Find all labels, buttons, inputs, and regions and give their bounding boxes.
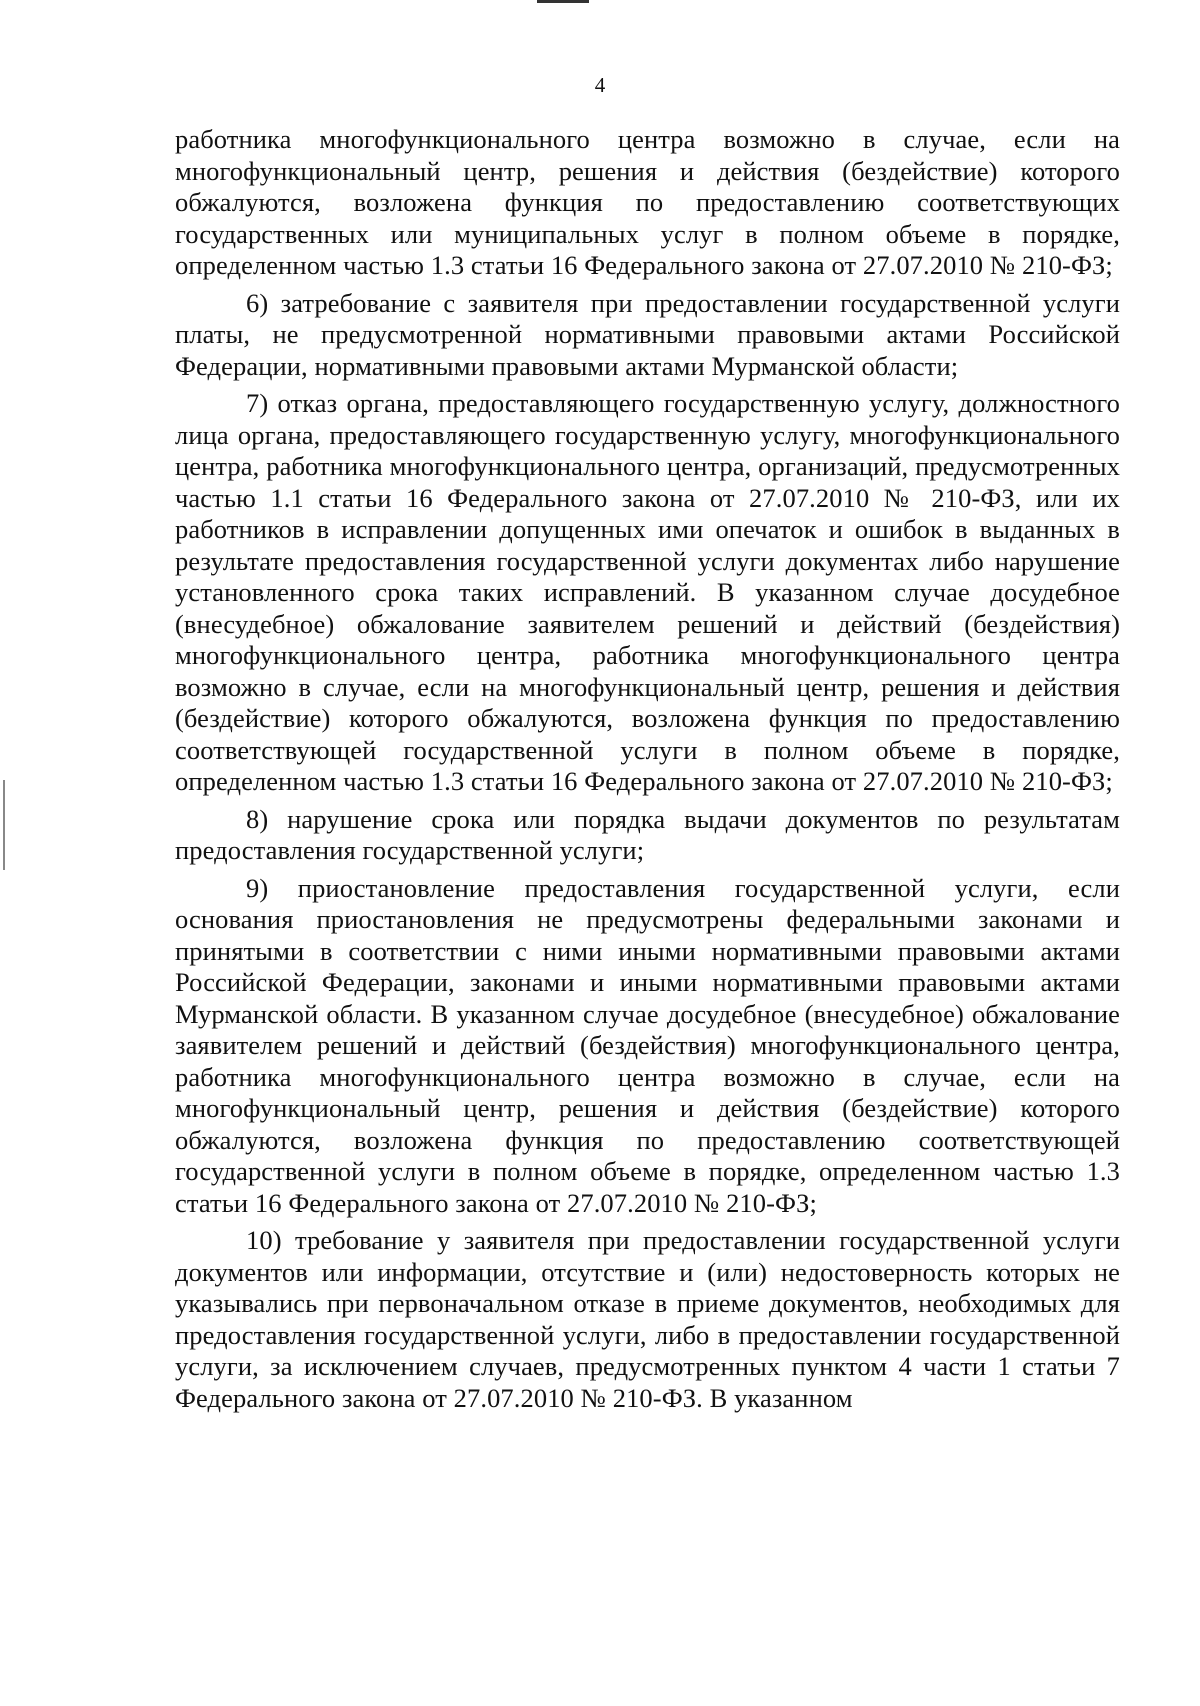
paragraph-item-7: 7) отказ органа, предоставляющего государственную услугу, должностного лица органа, предоставляющего государственную услугу, многофункционального центра, работника многофункционального центра, организаций, предусмотренных частью 1.1 статьи 16 Федерального закона от 27.07.2010 № 210-ФЗ, или их работников в исправлении допущенных ими опечаток и ошибок в выданных в результате предоставления государственной услуги документах либо нарушение установленного срока таких исправлений. В указанном случае досудебное (внесудебное) обжалование заявителем решений и действий (бездействия) многофункционального центра, работника многофункционального центра возможно в случае, если на многофункциональный центр, решения и действия (бездействие) которого обжалуются, возложена функция по предоставлению соответствующей государственной услуги в полном объеме в порядке, определенном частью 1.3 статьи 16 Федерального закона от 27.07.2010 № 210-ФЗ;	[175, 388, 1120, 796]
page-number: 4	[594, 73, 606, 97]
paragraph-item-8: 8) нарушение срока или порядка выдачи документов по результатам предоставления государственной услуги;	[175, 803, 1120, 865]
paragraph-item-9: 9) приостановление предоставления государственной услуги, если основания приостановления не предусмотрены федеральными законами и принятыми в соответствии с ними иными нормативными правовыми актами Российской Федерации, законами и иными нормативными правовыми актами Мурманской области. В указанном случае досудебное (внесудебное) обжалование заявителем решений и действий (бездействия) многофункционального центра, работника многофункционального центра возможно в случае, если на многофункциональный центр, решения и действия (бездействие) которого обжалуются, возложена функция по предоставлению соответствующей государственной услуги в полном объеме в порядке, определенном частью 1.3 статьи 16 Федерального закона от 27.07.2010 № 210-ФЗ;	[175, 872, 1120, 1218]
document-body	[175, 124, 1120, 1420]
scan-edge-mark	[3, 780, 5, 870]
paragraph-continuation: работника многофункционального центра возможно в случае, если на многофункциональный центр, решения и действия (бездействие) которого обжалуются, возложена функция по предоставлению соответствующих государственных или муниципальных услуг в полном объеме в порядке, определенном частью 1.3 статьи 16 Федерального закона от 27.07.2010 № 210-ФЗ;	[175, 124, 1120, 280]
paragraph-item-6: 6) затребование с заявителя при предоставлении государственной услуги платы, не предусмотренной нормативными правовыми актами Российской Федерации, нормативными правовыми актами Мурманской области;	[175, 287, 1120, 381]
scan-top-mark	[537, 0, 589, 3]
paragraph-item-10: 10) требование у заявителя при предоставлении государственной услуги документов или информации, отсутствие и (или) недостоверность которых не указывались при первоначальном отказе в приеме документов, необходимых для предоставления государственной услуги, либо в предоставлении государственной услуги, за исключением случаев, предусмотренных пунктом 4 части 1 статьи 7 Федерального закона от 27.07.2010 № 210-ФЗ. В указанном	[175, 1225, 1120, 1413]
